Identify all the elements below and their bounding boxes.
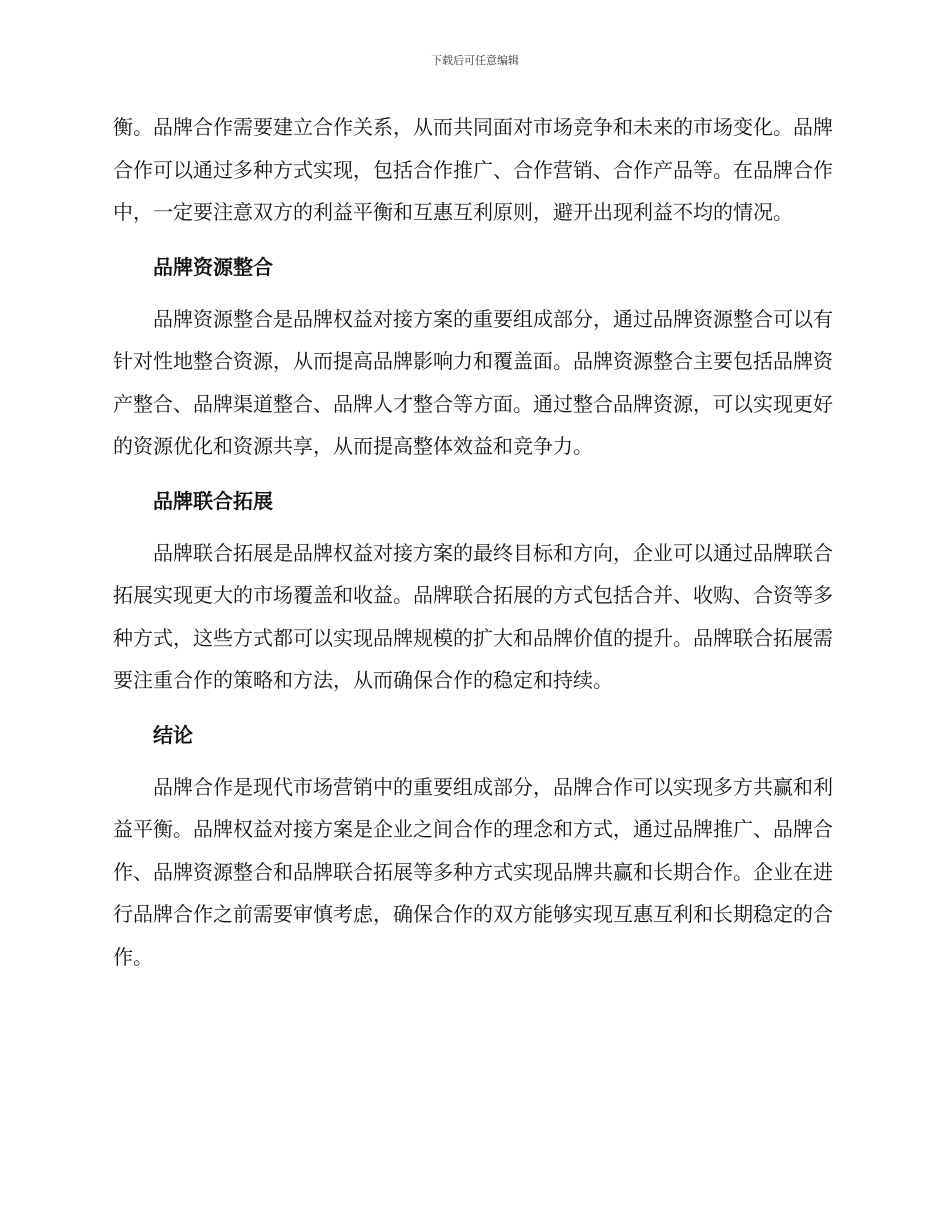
conclusion-heading: 结论 <box>153 722 193 747</box>
resource-integration-paragraph: 品牌资源整合是品牌权益对接方案的重要组成部分，通过品牌资源整合可以有针对性地整合资源，从而提高品牌影响力和覆盖面。品牌资源整合主要包括品牌资产整合、品牌渠道整合、品牌人才整合等方面。通过整合品牌资源，可以实现更好的资源优化和资源共享，从而提高整体效益和竞争力。 <box>113 306 833 458</box>
conclusion-paragraph: 品牌合作是现代市场营销中的重要组成部分，品牌合作可以实现多方共赢和利益平衡。品牌权益对接方案是企业之间合作的理念和方式，通过品牌推广、品牌合作、品牌资源整合和品牌联合拓展等多种方式实现品牌共赢和长期合作。企业在进行品牌合作之前需要审慎考虑，确保合作的双方能够实现互惠互利和长期稳定的合作。 <box>113 774 833 969</box>
page-header: 下载后可任意编辑 <box>431 54 519 67</box>
joint-expansion-paragraph: 品牌联合拓展是品牌权益对接方案的最终目标和方向，企业可以通过品牌联合拓展实现更大的市场覆盖和收益。品牌联合拓展的方式包括合并、收购、合资等多种方式，这些方式都可以实现品牌规模的扩大和品牌价值的提升。品牌联合拓展需要注重合作的策略和方法，从而确保合作的稳定和持续。 <box>113 540 833 692</box>
intro-continuation-paragraph: 衡。品牌合作需要建立合作关系，从而共同面对市场竞争和未来的市场变化。品牌合作可以通过多种方式实现，包括合作推广、合作营销、合作产品等。在品牌合作中，一定要注意双方的利益平衡和互惠互利原则，避开出现利益不均的情况。 <box>113 115 833 224</box>
joint-expansion-heading: 品牌联合拓展 <box>153 488 273 513</box>
resource-integration-heading: 品牌资源整合 <box>153 254 273 279</box>
document-body <box>113 106 833 978</box>
